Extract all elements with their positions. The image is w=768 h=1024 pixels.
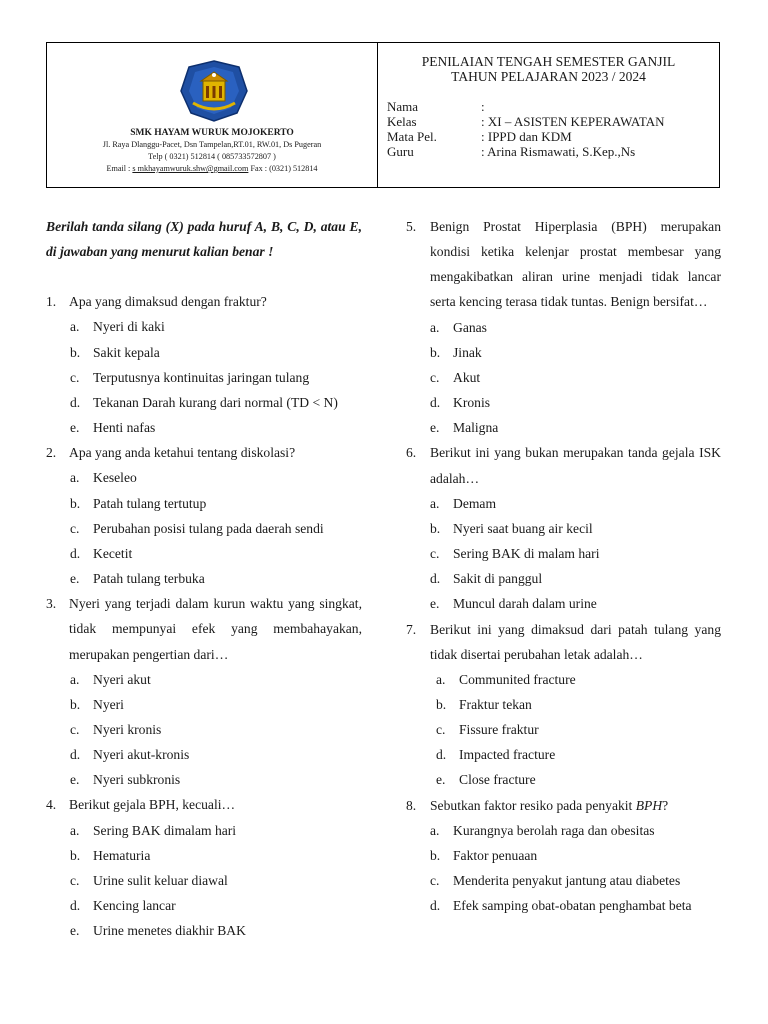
option-letter: b.: [70, 696, 81, 712]
option-7a[interactable]: [406, 667, 721, 692]
question-text-emphasis: BPH: [635, 797, 663, 813]
option-text: Jinak: [453, 344, 482, 360]
option-4d[interactable]: [46, 893, 362, 918]
option-text: Nyeri akut: [93, 671, 151, 687]
option-letter: d.: [70, 394, 81, 410]
option-letter: c.: [70, 520, 80, 536]
option-1b[interactable]: [46, 340, 362, 365]
option-letter: c.: [70, 369, 80, 385]
option-letter: e.: [430, 420, 440, 436]
option-text: Patah tulang terbuka: [93, 571, 205, 587]
option-1c[interactable]: [46, 365, 362, 390]
option-text: Ganas: [453, 319, 487, 335]
option-text: Fissure fraktur: [459, 722, 539, 738]
question-number: 7.: [406, 621, 417, 637]
option-text: Nyeri kronis: [93, 721, 162, 737]
option-8a[interactable]: [406, 818, 721, 843]
option-letter: a.: [70, 319, 80, 335]
option-letter: e.: [436, 772, 446, 788]
exam-header: [46, 42, 720, 188]
exam-title: PENILAIAN TENGAH SEMESTER GANJIL: [421, 54, 676, 69]
option-text: Demam: [453, 495, 497, 511]
option-4b[interactable]: [46, 843, 362, 868]
info-label: Guru: [387, 144, 414, 159]
option-8b[interactable]: [406, 843, 721, 868]
school-address: Jl. Raya Dlanggu-Pacet, Dsn Tampelan,RT.01, RW.01, Ds Pugeran: [102, 140, 322, 149]
exam-info: [378, 43, 719, 187]
option-text: Urine sulit keluar diawal: [93, 872, 228, 888]
option-text: Fraktur tekan: [459, 696, 532, 712]
option-text: Patah tulang tertutup: [93, 495, 207, 511]
option-letter: a.: [70, 822, 80, 838]
option-letter: b.: [430, 344, 441, 360]
question-3: [46, 591, 362, 666]
left-column: [46, 214, 362, 943]
option-3c[interactable]: [46, 717, 362, 742]
question-number: 2.: [46, 445, 57, 461]
option-letter: c.: [430, 873, 440, 889]
option-text: Nyeri: [93, 696, 124, 712]
option-letter: c.: [70, 721, 80, 737]
option-letter: e.: [70, 772, 80, 788]
option-6d[interactable]: [406, 566, 721, 591]
option-text: Faktor penuaan: [453, 847, 538, 863]
option-3b[interactable]: [46, 692, 362, 717]
school-name: SMK HAYAM WURUK MOJOKERTO: [130, 128, 294, 138]
info-label: Kelas: [387, 114, 417, 129]
option-6a[interactable]: [406, 491, 721, 516]
option-text: Maligna: [453, 420, 499, 436]
option-letter: b.: [70, 495, 81, 511]
question-number: 4.: [46, 797, 57, 813]
option-letter: a.: [430, 495, 440, 511]
option-text: Menderita penyakut jantung atau diabetes: [453, 873, 681, 889]
option-letter: d.: [70, 747, 81, 763]
question-number: 3.: [46, 596, 57, 612]
question-7: [406, 617, 721, 667]
option-letter: b.: [70, 847, 81, 863]
option-7c[interactable]: [406, 717, 721, 742]
info-value: : XI – ASISTEN KEPERAWATAN: [481, 114, 665, 129]
question-text-end: ?: [662, 797, 669, 813]
option-letter: b.: [430, 520, 441, 536]
option-text: Hematuria: [93, 847, 151, 863]
option-text: Kurangnya berolah raga dan obesitas: [453, 822, 655, 838]
school-contact: [47, 164, 377, 173]
instruction: Berilah tanda silang (X) pada huruf A, B, C, D, atau E, di jawaban yang menurut kalian benar !: [46, 219, 362, 260]
option-7e[interactable]: [406, 767, 721, 792]
student-info-table: [387, 99, 665, 159]
option-letter: e.: [70, 923, 80, 939]
option-6c[interactable]: [406, 541, 721, 566]
option-4a[interactable]: [46, 818, 362, 843]
option-text: Kencing lancar: [93, 898, 176, 914]
question-text: Berikut gejala BPH, kecuali…: [69, 797, 236, 813]
right-column: [406, 214, 721, 918]
option-letter: c.: [70, 872, 80, 888]
option-text: Sering BAK di malam hari: [453, 546, 600, 562]
option-7d[interactable]: [406, 742, 721, 767]
option-1e[interactable]: [46, 415, 362, 440]
option-text: Sering BAK dimalam hari: [93, 822, 237, 838]
info-row-mapel: [387, 129, 665, 144]
option-letter: d.: [430, 571, 441, 587]
option-7b[interactable]: [406, 692, 721, 717]
school-fax: Fax : (0321) 512814: [248, 164, 318, 173]
question-text: Sebutkan faktor resiko pada penyakit: [430, 797, 636, 813]
option-3d[interactable]: [46, 742, 362, 767]
option-letter: c.: [436, 722, 446, 738]
info-row-kelas: [387, 114, 665, 129]
option-5c[interactable]: [406, 365, 721, 390]
question-number: 8.: [406, 797, 417, 813]
option-letter: d.: [430, 395, 441, 411]
option-5b[interactable]: [406, 340, 721, 365]
option-letter: e.: [430, 596, 440, 612]
option-text: Akut: [453, 369, 481, 385]
info-row-nama: [387, 99, 665, 114]
school-phone: Telp ( 0321) 512814 ( 085733572807 ): [148, 152, 276, 161]
info-label: Nama: [387, 99, 419, 114]
option-letter: d.: [70, 898, 81, 914]
option-1a[interactable]: [46, 314, 362, 339]
option-text: Sakit kepala: [93, 344, 160, 360]
info-value: : IPPD dan KDM: [481, 129, 572, 144]
option-text: Terputusnya kontinuitas jaringan tulang: [93, 369, 310, 385]
option-letter: b.: [436, 696, 447, 712]
option-2d[interactable]: [46, 541, 362, 566]
question-number: 1.: [46, 294, 57, 310]
option-text: Communited fracture: [459, 671, 576, 687]
option-3a[interactable]: [46, 667, 362, 692]
option-letter: b.: [430, 847, 441, 863]
option-letter: e.: [70, 420, 80, 436]
school-identity: [47, 43, 378, 187]
exam-year: TAHUN PELAJARAN 2023 / 2024: [451, 69, 646, 84]
option-2c[interactable]: [46, 516, 362, 541]
option-text: Sakit di panggul: [453, 571, 543, 587]
option-1d[interactable]: [46, 390, 362, 415]
info-row-guru: [387, 144, 665, 159]
question-number: 5.: [406, 219, 417, 234]
option-text: Nyeri di kaki: [93, 319, 165, 335]
option-2a[interactable]: [46, 465, 362, 490]
option-letter: b.: [70, 344, 81, 360]
option-8c[interactable]: [406, 868, 721, 893]
option-letter: a.: [430, 822, 440, 838]
option-text: Close fracture: [459, 772, 536, 788]
option-5e[interactable]: [406, 415, 721, 440]
option-letter: a.: [70, 671, 80, 687]
school-logo-icon: [177, 59, 251, 123]
question-text: Benign Prostat Hiperplasia (BPH) merupakan kondisi ketika kelenjar prostat membesar yang mengakibatkan aliran urine menjadi tidak lancar serta kencing terasa tidak tuntas. Benign bersifat…: [430, 219, 721, 310]
option-text: Tekanan Darah kurang dari normal (TD < N): [93, 394, 338, 410]
option-3e[interactable]: [46, 767, 362, 792]
question-text: Apa yang dimaksud dengan fraktur?: [69, 294, 267, 310]
question-text: Berikut ini yang dimaksud dari patah tulang yang tidak disertai perubahan letak adalah…: [430, 621, 721, 662]
question-5: [406, 214, 721, 315]
option-5a[interactable]: [406, 315, 721, 340]
option-2b[interactable]: [46, 491, 362, 516]
option-8d[interactable]: [406, 893, 721, 918]
option-text: Kecetit: [93, 545, 133, 561]
question-text: Nyeri yang terjadi dalam kurun waktu yang singkat, tidak mempunyai efek yang membahayakan, merupakan pengertian dari…: [69, 596, 362, 662]
question-text: Berikut ini yang bukan merupakan tanda gejala ISK adalah…: [430, 445, 721, 486]
option-text: Keseleo: [93, 470, 137, 486]
option-letter: c.: [430, 369, 440, 385]
option-text: Kronis: [453, 395, 491, 411]
info-label: Mata Pel.: [387, 129, 437, 144]
option-letter: e.: [70, 571, 80, 587]
option-letter: d.: [430, 898, 441, 914]
option-5d[interactable]: [406, 390, 721, 415]
option-letter: d.: [436, 747, 447, 763]
option-text: Henti nafas: [93, 420, 156, 436]
option-letter: d.: [70, 545, 81, 561]
option-letter: a.: [436, 671, 446, 687]
option-text: Nyeri akut-kronis: [93, 747, 190, 763]
option-4e[interactable]: [46, 918, 362, 943]
question-1: [46, 289, 362, 314]
question-number: 6.: [406, 445, 417, 461]
option-text: Nyeri saat buang air kecil: [453, 520, 593, 536]
option-letter: a.: [430, 319, 440, 335]
question-8: [406, 793, 721, 818]
question-2: [46, 440, 362, 465]
email-prefix: Email :: [106, 164, 133, 173]
option-6b[interactable]: [406, 516, 721, 541]
option-6e[interactable]: [406, 591, 721, 616]
question-6: [406, 440, 721, 490]
option-text: Perubahan posisi tulang pada daerah sendi: [93, 520, 324, 536]
info-value: :: [481, 99, 485, 114]
option-letter: a.: [70, 470, 80, 486]
school-email: s mkhayamwuruk.shw@gmail.com: [132, 164, 249, 173]
option-letter: c.: [430, 546, 440, 562]
option-text: Urine menetes diakhir BAK: [93, 923, 246, 939]
option-text: Muncul darah dalam urine: [453, 596, 597, 612]
question-text: Apa yang anda ketahui tentang diskolasi?: [69, 445, 296, 461]
info-value: : Arina Rismawati, S.Kep.,Ns: [481, 144, 636, 159]
question-4: [46, 792, 362, 817]
option-text: Efek samping obat-obatan penghambat beta: [453, 898, 692, 914]
option-2e[interactable]: [46, 566, 362, 591]
option-text: Impacted fracture: [459, 747, 556, 763]
option-4c[interactable]: [46, 868, 362, 893]
option-text: Nyeri subkronis: [93, 772, 181, 788]
